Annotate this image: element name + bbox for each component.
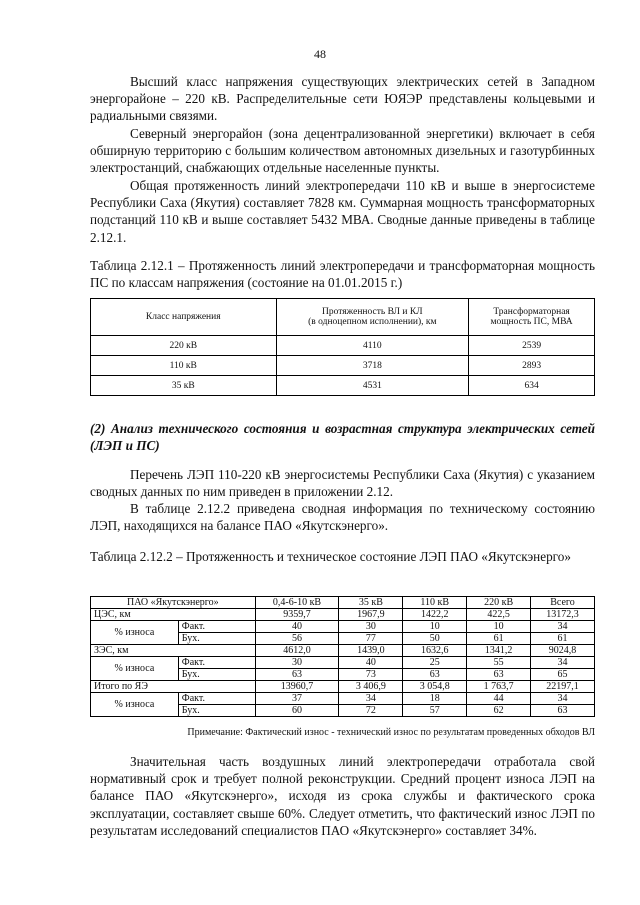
table-cell: 4110 bbox=[276, 336, 469, 356]
book-label: Бух. bbox=[178, 705, 255, 717]
table-cell: 34 bbox=[339, 693, 403, 705]
table-cell: 57 bbox=[403, 705, 467, 717]
table-cell: 35 кВ bbox=[91, 376, 277, 396]
table-cell: 63 bbox=[255, 669, 339, 681]
table-row bbox=[91, 693, 595, 705]
table-cell: 3 406,9 bbox=[339, 681, 403, 693]
table1-header-row bbox=[91, 299, 595, 336]
table-line-condition bbox=[90, 596, 595, 717]
table-cell: 10 bbox=[403, 621, 467, 633]
wear-label: % износа bbox=[91, 621, 179, 645]
table-cell: 63 bbox=[531, 705, 595, 717]
table-cell: 1341,2 bbox=[467, 645, 531, 657]
table-cell: 30 bbox=[255, 657, 339, 669]
fact-label: Факт. bbox=[178, 693, 255, 705]
table1-caption: Таблица 2.12.1 – Протяженность линий электропередачи и трансформаторная мощность ПС по классам напряжения (состояние на 01.01.2015 г.) bbox=[90, 258, 595, 291]
table-cell: 65 bbox=[531, 669, 595, 681]
table-cell: 61 bbox=[531, 633, 595, 645]
paragraph-northern-region: Северный энергорайон (зона децентрализованной энергетики) включает в себя обширную территорию с большим количеством автономных дизельных и газотурбинных электростанций, снабжающих отдельные населенные пункты. bbox=[90, 126, 595, 176]
table-cell: 63 bbox=[403, 669, 467, 681]
table-cell: 62 bbox=[467, 705, 531, 717]
table-row bbox=[91, 645, 595, 657]
book-label: Бух. bbox=[178, 669, 255, 681]
row-label: ЗЭС, км bbox=[91, 645, 256, 657]
paragraph-table-reference: В таблице 2.12.2 приведена сводная информация по техническому состоянию ЛЭП, находящихся на балансе ПАО «Якутскэнерго». bbox=[90, 501, 595, 534]
table2-header-col: 0,4-6-10 кВ bbox=[255, 597, 339, 609]
table1-header-length-line1: Протяженность ВЛ и КЛ bbox=[322, 307, 423, 317]
table-cell: 2893 bbox=[469, 356, 595, 376]
table-cell: 13172,3 bbox=[531, 609, 595, 621]
table-cell: 10 bbox=[467, 621, 531, 633]
table-cell: 9359,7 bbox=[255, 609, 339, 621]
table2-header-col: Всего bbox=[531, 597, 595, 609]
table-cell: 37 bbox=[255, 693, 339, 705]
table-cell: 110 кВ bbox=[91, 356, 277, 376]
row-label: ЦЭС, км bbox=[91, 609, 256, 621]
page-number: 48 bbox=[314, 47, 326, 61]
table-cell: 3 054,8 bbox=[403, 681, 467, 693]
paragraph-line-list: Перечень ЛЭП 110-220 кВ энергосистемы Республики Саха (Якутия) с указанием сводных данных по ним приведен в приложении 2.12. bbox=[90, 467, 595, 500]
table-cell: 72 bbox=[339, 705, 403, 717]
table-cell: 1967,9 bbox=[339, 609, 403, 621]
table-cell: 9024,8 bbox=[531, 645, 595, 657]
table1-header-class: Класс напряжения bbox=[91, 299, 277, 336]
table2-header-col: 110 кВ bbox=[403, 597, 467, 609]
table1-header-power-line2: мощность ПС, МВА bbox=[490, 317, 573, 327]
table-cell: 55 bbox=[467, 657, 531, 669]
fact-label: Факт. bbox=[178, 621, 255, 633]
paragraph-western-grid: Высший класс напряжения существующих электрических сетей в Западном энергорайоне – 220 кВ. Распределительные сети ЮЯЭР представлены кольцевыми и радиальными связями. bbox=[90, 74, 595, 124]
table-row bbox=[91, 336, 595, 356]
table-cell: 50 bbox=[403, 633, 467, 645]
table-row bbox=[91, 376, 595, 396]
table-cell: 4531 bbox=[276, 376, 469, 396]
table-cell: 1632,6 bbox=[403, 645, 467, 657]
paragraph-total-length: Общая протяженность линий электропередачи 110 кВ и выше в энергосистеме Республики Саха (Якутия) составляет 7828 км. Суммарная мощность трансформаторных подстанций 110 кВ и выше составляет 5432 МВА. Сводные данные приведены в таблице 2.12.1. bbox=[90, 178, 595, 245]
table1-header-length bbox=[276, 299, 469, 336]
paragraph-wear-summary: Значительная часть воздушных линий электропередачи отработала свой нормативный срок и требует полной реконструкции. Средний процент износа ЛЭП на балансе ПАО «Якутскэнерго», исходя из срока службы и фактического срока эксплуатации, составляет свыше 60%. Следует отметить, что фактический износ ЛЭП по результатам исследований специалистов ПАО «Якутскэнерго» составляет 34%. bbox=[90, 754, 595, 838]
table2-note: Примечание: Фактический износ - технический износ по результатам проведенных обходов ВЛ bbox=[187, 727, 595, 738]
table-cell: 56 bbox=[255, 633, 339, 645]
table-cell: 44 bbox=[467, 693, 531, 705]
table-cell: 60 bbox=[255, 705, 339, 717]
table-cell: 2539 bbox=[469, 336, 595, 356]
table2-header-col: 220 кВ bbox=[467, 597, 531, 609]
table-cell: 1422,2 bbox=[403, 609, 467, 621]
table2-header-company: ПАО «Якутскэнерго» bbox=[91, 597, 256, 609]
table-row bbox=[91, 356, 595, 376]
table-cell: 18 bbox=[403, 693, 467, 705]
table-cell: 61 bbox=[467, 633, 531, 645]
table-cell: 34 bbox=[531, 621, 595, 633]
table1-header-power bbox=[469, 299, 595, 336]
table-cell: 422,5 bbox=[467, 609, 531, 621]
book-label: Бух. bbox=[178, 633, 255, 645]
table-lines-by-voltage bbox=[90, 298, 595, 396]
table-cell: 34 bbox=[531, 693, 595, 705]
table-cell: 30 bbox=[339, 621, 403, 633]
table-cell: 40 bbox=[339, 657, 403, 669]
table-cell: 77 bbox=[339, 633, 403, 645]
wear-label: % износа bbox=[91, 693, 179, 717]
table-cell: 73 bbox=[339, 669, 403, 681]
table-cell: 40 bbox=[255, 621, 339, 633]
row-label: Итого по ЯЭ bbox=[91, 681, 256, 693]
table-cell: 1439,0 bbox=[339, 645, 403, 657]
table-cell: 13960,7 bbox=[255, 681, 339, 693]
table-cell: 25 bbox=[403, 657, 467, 669]
table-cell: 34 bbox=[531, 657, 595, 669]
table-cell: 634 bbox=[469, 376, 595, 396]
table-cell: 4612,0 bbox=[255, 645, 339, 657]
table-cell: 3718 bbox=[276, 356, 469, 376]
table-cell: 1 763,7 bbox=[467, 681, 531, 693]
table-row bbox=[91, 681, 595, 693]
table-cell: 22197,1 bbox=[531, 681, 595, 693]
fact-label: Факт. bbox=[178, 657, 255, 669]
table2-header-row bbox=[91, 597, 595, 609]
table2-caption: Таблица 2.12.2 – Протяженность и техническое состояние ЛЭП ПАО «Якутскэнерго» bbox=[90, 549, 571, 564]
table-cell: 220 кВ bbox=[91, 336, 277, 356]
table-row bbox=[91, 609, 595, 621]
table-row bbox=[91, 657, 595, 669]
wear-label: % износа bbox=[91, 657, 179, 681]
table2-header-col: 35 кВ bbox=[339, 597, 403, 609]
table-row bbox=[91, 621, 595, 633]
table1-header-length-line2: (в одноцепном исполнении), км bbox=[308, 317, 437, 327]
table1-header-power-line1: Трансформаторная bbox=[493, 307, 570, 317]
table-cell: 63 bbox=[467, 669, 531, 681]
section-heading: (2) Анализ технического состояния и возрастная структура электрических сетей (ЛЭП и ПС) bbox=[90, 421, 595, 454]
